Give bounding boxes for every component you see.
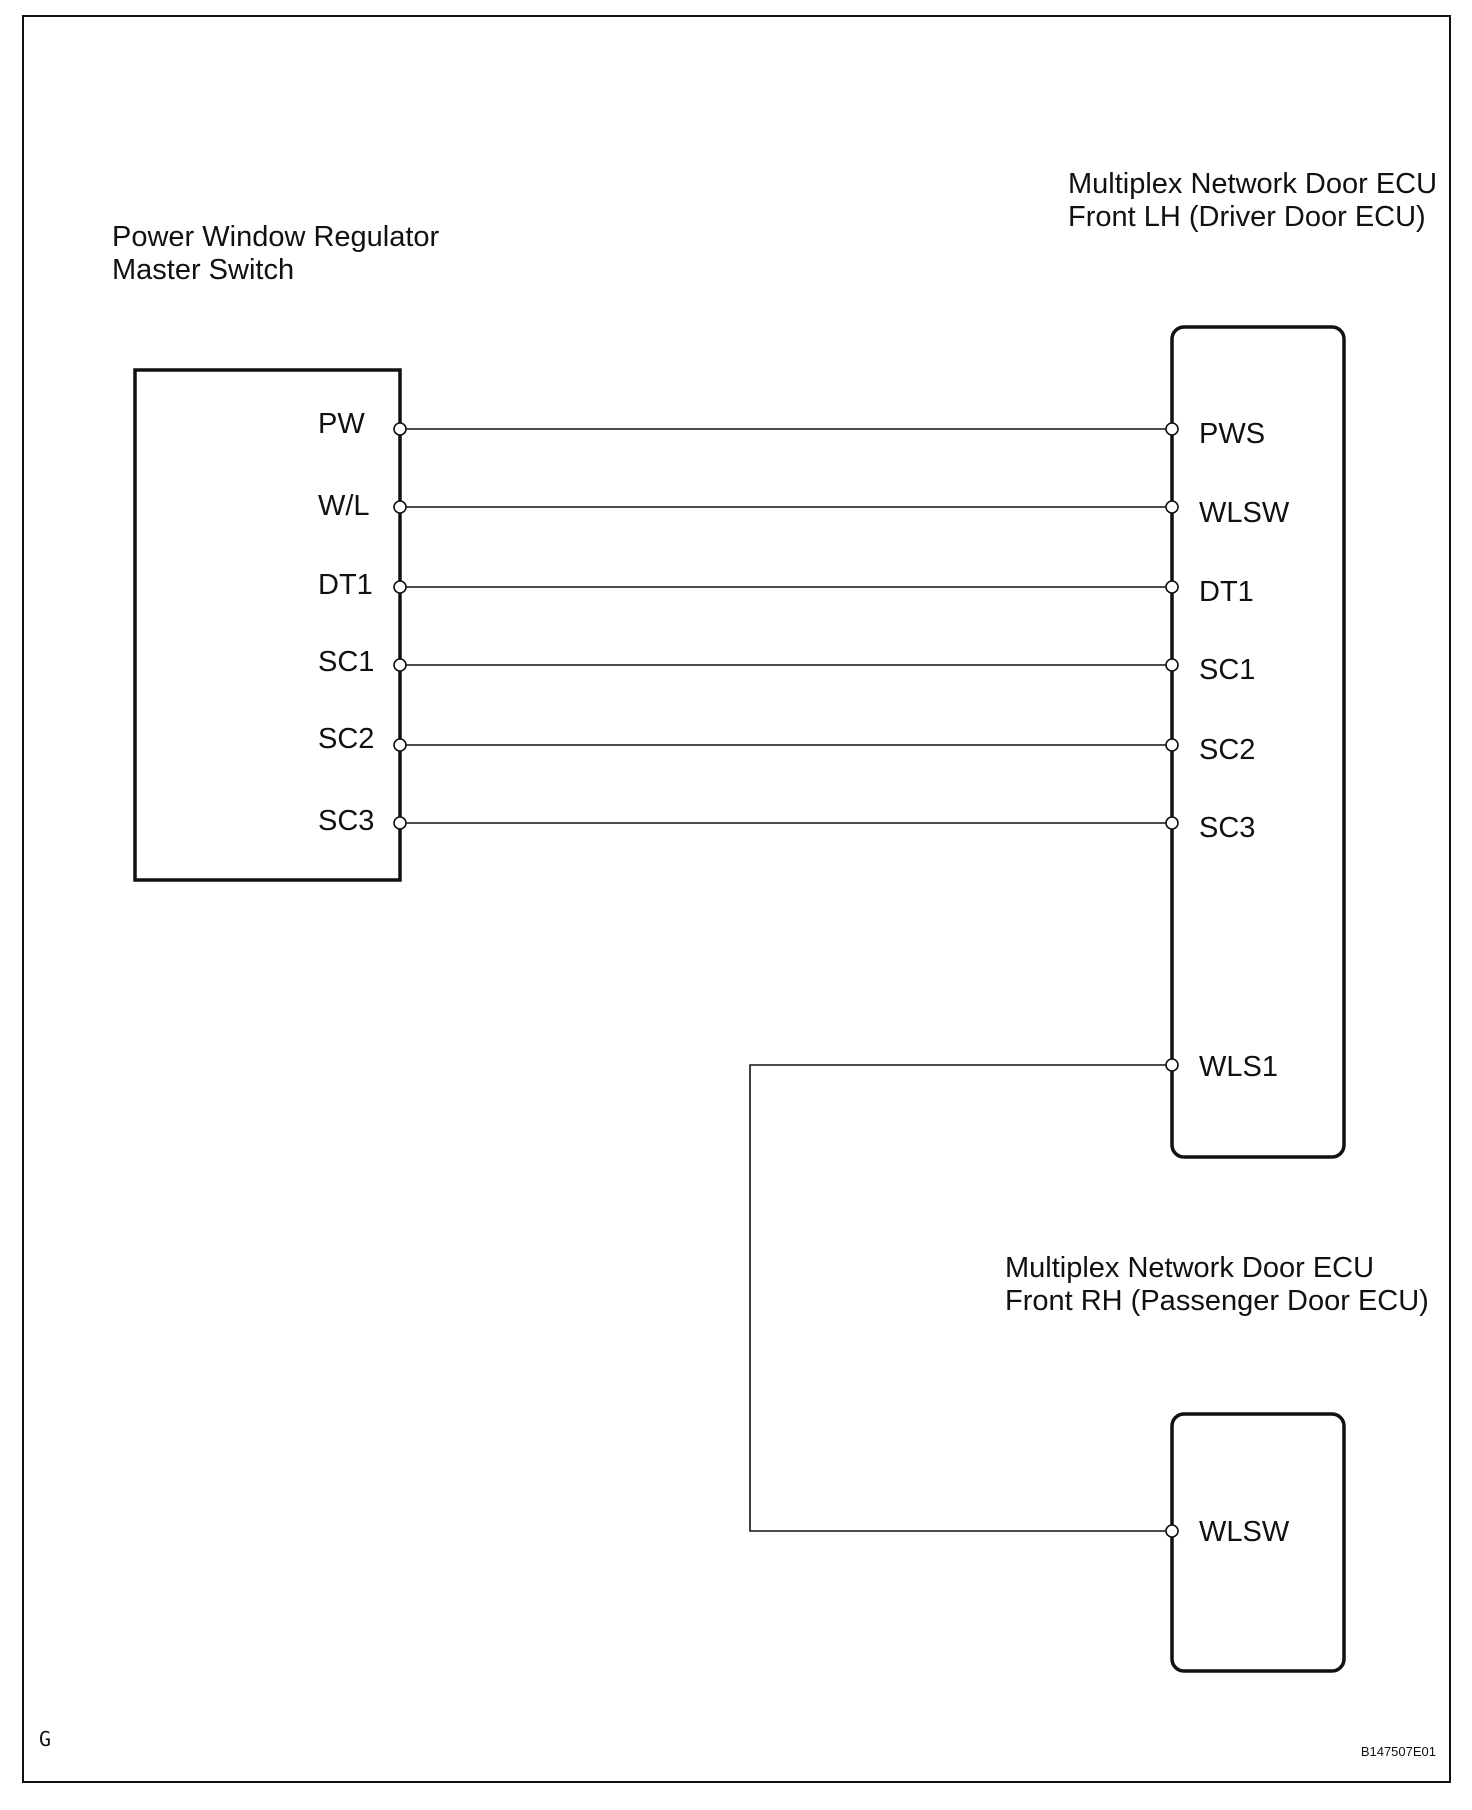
figure-code: B147507E01 [1360, 1744, 1436, 1759]
corner-letter: G [39, 1727, 52, 1751]
pin-label-driver-pws: PWS [1199, 418, 1266, 450]
terminal-driver-dt1 [1166, 581, 1178, 593]
terminal-master-dt1 [394, 581, 406, 593]
terminal-master-sc3 [394, 817, 406, 829]
driver-ecu-title-line1: Multiplex Network Door ECU [1068, 168, 1438, 200]
terminal-driver-wls1 [1166, 1059, 1178, 1071]
pin-label-master-sc1: SC1 [318, 646, 375, 678]
pin-label-driver-sc3: SC3 [1199, 812, 1256, 844]
terminal-passenger-wlsw [1166, 1525, 1178, 1537]
terminal-driver-pws [1166, 423, 1178, 435]
pin-label-master-wl: W/L [318, 490, 370, 522]
pin-label-driver-dt1: DT1 [1199, 576, 1254, 608]
driver-ecu-box [1172, 327, 1344, 1157]
pin-label-driver-wlsw: WLSW [1199, 497, 1290, 529]
driver-ecu-title-line2: Front LH (Driver Door ECU) [1068, 201, 1426, 233]
pin-label-master-dt1: DT1 [318, 569, 373, 601]
pin-label-master-sc3: SC3 [318, 805, 375, 837]
pin-label-master-pw: PW [318, 408, 365, 440]
pin-label-driver-wls1: WLS1 [1199, 1051, 1278, 1083]
master-switch-title-line2: Master Switch [112, 254, 295, 286]
pin-label-driver-sc2: SC2 [1199, 734, 1256, 766]
master-switch-box [135, 370, 400, 880]
passenger-ecu-title-line1: Multiplex Network Door ECU [1005, 1252, 1375, 1284]
pin-label-passenger-wlsw: WLSW [1199, 1516, 1290, 1548]
terminal-driver-sc3 [1166, 817, 1178, 829]
terminal-master-sc1 [394, 659, 406, 671]
terminal-master-sc2 [394, 739, 406, 751]
passenger-ecu-title-line2: Front RH (Passenger Door ECU) [1005, 1285, 1429, 1317]
pin-label-master-sc2: SC2 [318, 723, 375, 755]
terminal-master-pw [394, 423, 406, 435]
terminal-driver-wlsw [1166, 501, 1178, 513]
terminal-driver-sc2 [1166, 739, 1178, 751]
terminal-master-wl [394, 501, 406, 513]
master-switch-title-line1: Power Window Regulator [112, 221, 440, 253]
pin-label-driver-sc1: SC1 [1199, 654, 1256, 686]
terminal-driver-sc1 [1166, 659, 1178, 671]
